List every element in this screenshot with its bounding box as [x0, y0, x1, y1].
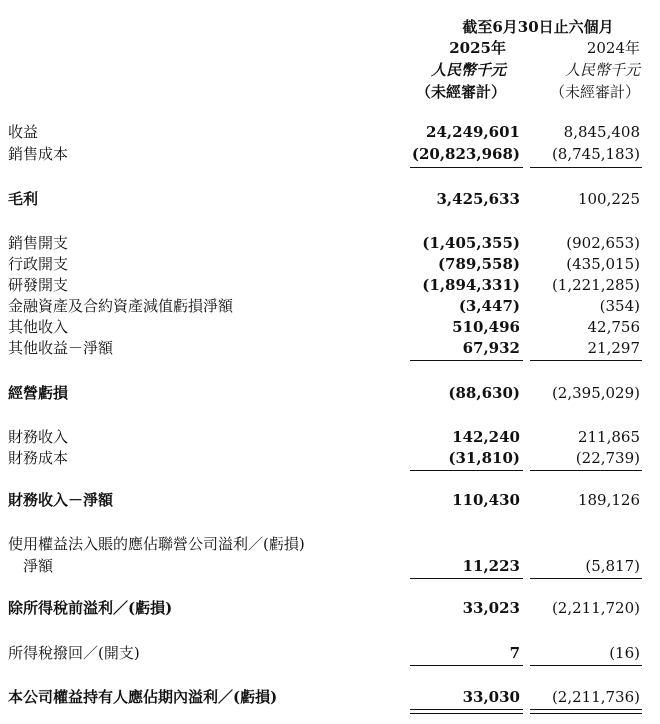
value-2024: (902,653) — [566, 234, 640, 252]
total-double-rule-bottom — [530, 713, 642, 714]
value-2025: (1,894,331) — [422, 276, 520, 294]
value-2024: (16) — [609, 644, 640, 662]
row-label-finance-income: 財務收入 — [8, 428, 69, 446]
value-2025: 11,223 — [462, 557, 520, 575]
subtotal-rule — [410, 167, 523, 168]
value-2025: (20,823,968) — [411, 145, 520, 163]
value-2024: 42,756 — [587, 318, 640, 336]
row-label-finance-income-net: 財務收入－淨額 — [8, 491, 114, 509]
total-double-rule-top — [530, 709, 642, 710]
value-2025: 142,240 — [452, 428, 520, 446]
col1-note: （未經審計） — [415, 83, 506, 101]
value-2025: 3,425,633 — [436, 190, 520, 208]
value-2024: 211,865 — [577, 428, 640, 446]
subtotal-rule — [530, 360, 642, 361]
table-row — [0, 188, 660, 210]
value-2024: (1,221,285) — [551, 276, 640, 294]
col1-unit: 人民幣千元 — [430, 61, 506, 79]
total-double-rule-bottom — [410, 713, 523, 714]
row-label-share-of-associates-net: 淨額 — [8, 557, 54, 575]
row-label-revenue: 收益 — [8, 123, 39, 141]
value-2024: (2,211,736) — [551, 688, 640, 706]
table-row — [0, 597, 660, 619]
value-2025: 33,030 — [462, 688, 520, 706]
row-label-income-tax: 所得稅撥回／(開支) — [8, 644, 140, 662]
value-2024: (435,015) — [566, 255, 640, 273]
row-label-cost-of-sales: 銷售成本 — [8, 145, 69, 163]
row-label-other-gains-net: 其他收益－淨額 — [8, 339, 114, 357]
table-row — [0, 295, 660, 317]
table-row — [0, 426, 660, 448]
value-2025: 33,023 — [462, 599, 520, 617]
value-2025: (789,558) — [437, 255, 520, 273]
value-2025: (88,630) — [448, 384, 520, 402]
value-2024: (2,211,720) — [551, 599, 640, 617]
value-2025: 510,496 — [452, 318, 520, 336]
table-row — [0, 447, 660, 469]
subtotal-rule — [530, 665, 642, 666]
subtotal-rule — [530, 470, 642, 471]
row-label-profit-attributable: 本公司權益持有人應佔期內溢利／(虧損) — [8, 688, 278, 706]
row-label-finance-costs: 財務成本 — [8, 449, 69, 467]
subtotal-rule — [410, 578, 523, 579]
table-row — [0, 337, 660, 359]
value-2025: 7 — [509, 644, 520, 662]
value-2024: (5,817) — [585, 557, 640, 575]
col2-year: 2024年 — [586, 39, 640, 57]
subtotal-rule — [410, 470, 523, 471]
table-row — [0, 555, 660, 577]
table-row — [0, 316, 660, 338]
value-2024: (22,739) — [575, 449, 640, 467]
subtotal-rule — [530, 167, 642, 168]
table-row — [0, 642, 660, 664]
row-label-selling-expenses: 銷售開支 — [8, 234, 69, 252]
value-2024: 8,845,408 — [563, 123, 640, 141]
value-2024: (8,745,183) — [551, 145, 640, 163]
row-label-profit-before-tax: 除所得稅前溢利／(虧損) — [8, 599, 173, 617]
col2-note: （未經審計） — [549, 83, 640, 101]
value-2024: 21,297 — [587, 339, 640, 357]
row-label-impairment-losses: 金融資產及合約資產減值虧損淨額 — [8, 297, 234, 315]
table-row — [0, 232, 660, 254]
value-2025: (3,447) — [458, 297, 520, 315]
table-row — [0, 686, 660, 708]
subtotal-rule — [530, 578, 642, 579]
table-row — [0, 121, 660, 143]
table-row — [0, 489, 660, 511]
table-row — [0, 274, 660, 296]
table-row — [0, 253, 660, 275]
table-row — [0, 382, 660, 404]
value-2025: 67,932 — [462, 339, 520, 357]
col1-year: 2025年 — [449, 39, 506, 57]
row-label-other-income: 其他收入 — [8, 318, 69, 336]
value-2025: 24,249,601 — [426, 123, 520, 141]
value-2025: 110,430 — [452, 491, 520, 509]
subtotal-rule — [410, 360, 523, 361]
value-2024: 100,225 — [577, 190, 640, 208]
row-label-gross-profit: 毛利 — [8, 190, 39, 208]
row-label-operating-loss: 經營虧損 — [8, 384, 69, 402]
row-label-admin-expenses: 行政開支 — [8, 255, 69, 273]
value-2024: (354) — [599, 297, 640, 315]
period-header: 截至6月30日止六個月 — [462, 18, 614, 36]
table-row — [0, 533, 660, 555]
row-label-rnd-expenses: 研發開支 — [8, 276, 69, 294]
col2-unit: 人民幣千元 — [564, 61, 640, 79]
table-row — [0, 143, 660, 165]
value-2025: (31,810) — [448, 449, 520, 467]
value-2024: 189,126 — [577, 491, 640, 509]
row-label-share-of-associates: 使用權益法入賬的應佔聯營公司溢利／(虧損) — [8, 535, 305, 553]
value-2024: (2,395,029) — [551, 384, 640, 402]
total-double-rule-top — [410, 709, 523, 710]
value-2025: (1,405,355) — [422, 234, 520, 252]
subtotal-rule — [410, 665, 523, 666]
